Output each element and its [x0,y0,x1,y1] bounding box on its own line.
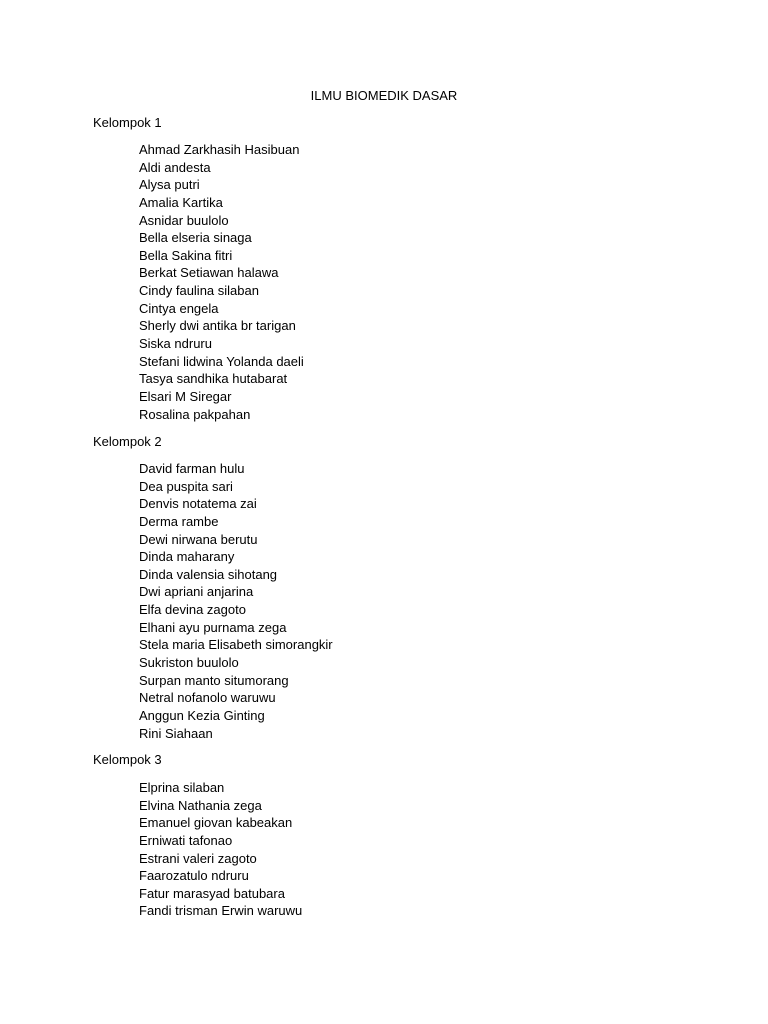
group-label-2: Kelompok 2 [93,434,162,449]
member-name: Ahmad Zarkhasih Hasibuan [139,142,300,157]
member-name: David farman hulu [139,461,245,476]
member-name: Elprina silaban [139,780,225,795]
member-name: Elhani ayu purnama zega [139,619,287,635]
member-name: Rini Siahaan [139,725,213,741]
member-name: Dinda maharany [139,549,235,565]
member-name: Faarozatulo ndruru [139,868,249,884]
member-name: Cintya engela [139,300,219,316]
member-name: Stela maria Elisabeth simorangkir [139,637,333,653]
member-name: Berkat Setiawan halawa [139,265,279,281]
member-name: Dea puspita sari [139,478,233,494]
member-name: Alysa putri [139,177,200,193]
member-name: Aldi andesta [139,159,211,175]
member-name: Anggun Kezia Ginting [139,707,265,723]
member-name: Fandi trisman Erwin waruwu [139,903,303,919]
member-name: Erniwati tafonao [139,832,233,848]
member-name: Surpan manto situmorang [139,672,289,688]
member-name: Netral nofanolo waruwu [139,690,276,706]
member-name: Dinda valensia sihotang [139,566,278,582]
member-name: Estrani valeri zagoto [139,850,257,866]
member-name: Derma rambe [139,513,219,529]
member-name: Asnidar buulolo [139,212,229,228]
member-name: Stefani lidwina Yolanda daeli [139,353,304,369]
member-name: Siska ndruru [139,336,212,352]
member-name: Amalia Kartika [139,194,223,210]
group-label-1: Kelompok 1 [93,115,162,130]
member-name: Sukriston buulolo [139,655,239,671]
member-name: Cindy faulina silaban [139,283,259,299]
member-name: Rosalina pakpahan [139,406,251,422]
member-name: Tasya sandhika hutabarat [139,371,288,387]
member-name: Elsari M Siregar [139,388,232,404]
member-name: Elfa devina zagoto [139,602,246,618]
group-label-3: Kelompok 3 [93,752,162,767]
member-name: Dwi apriani anjarina [139,584,254,600]
member-name: Emanuel giovan kabeakan [139,815,293,831]
member-name: Bella elseria sinaga [139,230,252,246]
member-name: Denvis notatema zai [139,496,257,512]
member-name: Dewi nirwana berutu [139,531,258,547]
document-title: ILMU BIOMEDIK DASAR [310,88,458,103]
member-name: Bella Sakina fitri [139,247,233,263]
member-name: Fatur marasyad batubara [139,885,285,901]
member-name: Sherly dwi antika br tarigan [139,318,296,334]
member-name: Elvina Nathania zega [139,797,262,813]
